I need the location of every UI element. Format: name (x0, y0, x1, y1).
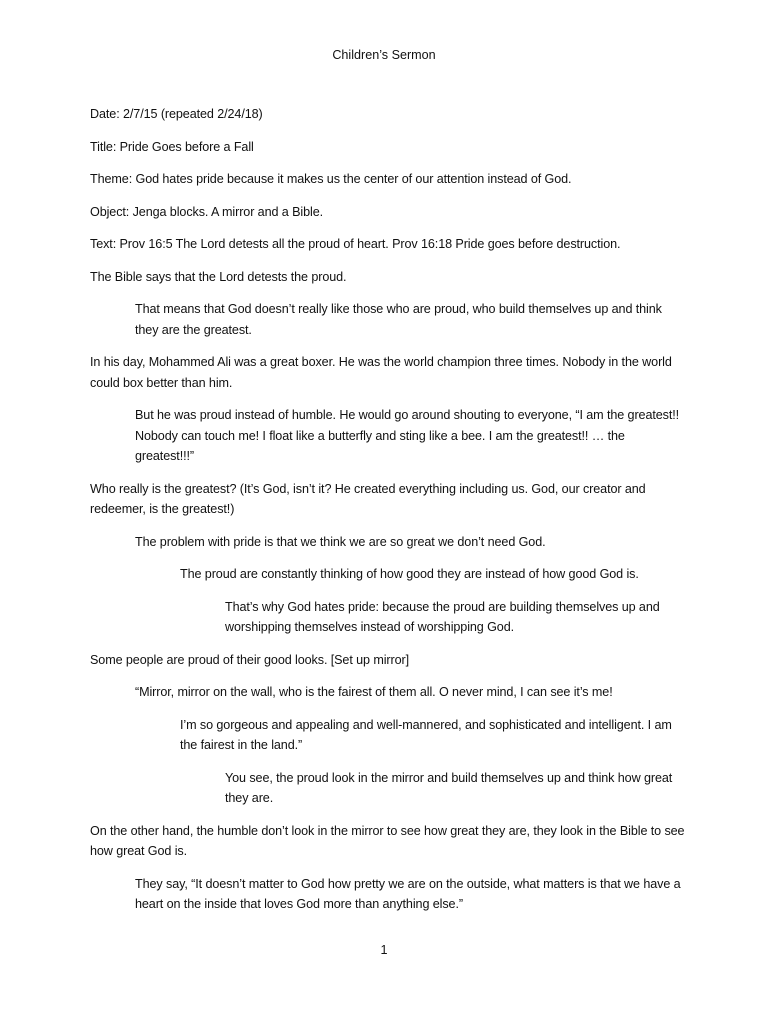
text-line: Text: Prov 16:5 The Lord detests all the proud of heart. Prov 16:18 Pride goes before destruction. (90, 237, 621, 251)
paragraph: The problem with pride is that we think we are so great we don’t need God. (135, 534, 546, 549)
paragraph: The Bible says that the Lord detests the proud. (90, 269, 347, 284)
paragraph: I’m so gorgeous and appealing and well-mannered, and sophisticated and intelligent. I am the fairest in the land.” (180, 717, 672, 752)
paragraph: You see, the proud look in the mirror and build themselves up and think how great they are. (225, 770, 673, 805)
paragraph: That means that God doesn’t really like those who are proud, who build themselves up and think they are the greatest. (135, 302, 662, 337)
document-body (90, 104, 686, 927)
document-title: Children’s Sermon (332, 48, 436, 62)
title-line: Title: Pride Goes before a Fall (90, 139, 254, 154)
paragraph: But he was proud instead of humble. He would go around shouting to everyone, “I am the greatest!! Nobody can touch me! I float like a butterfly and sting like a bee. I am the greatest!! … the greatest!!!” (135, 408, 680, 463)
paragraph: That’s why God hates pride: because the proud are building themselves up and worshipping themselves instead of worshipping God. (225, 599, 660, 634)
object-line: Object: Jenga blocks. A mirror and a Bible. (90, 204, 324, 219)
paragraph: “Mirror, mirror on the wall, who is the fairest of them all. O never mind, I can see it’s me! (135, 685, 613, 699)
page-number: 1 (380, 943, 388, 957)
date-line: Date: 2/7/15 (repeated 2/24/18) (90, 107, 263, 121)
paragraph: In his day, Mohammed Ali was a great boxer. He was the world champion three times. Nobody in the world could box better than him. (90, 355, 672, 390)
paragraph: Some people are proud of their good looks. [Set up mirror] (90, 652, 410, 667)
paragraph: On the other hand, the humble don’t look in the mirror to see how great they are, they look in the Bible to see how great God is. (90, 823, 685, 858)
paragraph: They say, “It doesn’t matter to God how pretty we are on the outside, what matters is that we have a heart on the inside that loves God more than anything else.” (135, 876, 681, 911)
paragraph: Who really is the greatest? (It’s God, isn’t it? He created everything including us. God, our creator and redeemer, is the greatest!) (90, 481, 646, 516)
theme-line: Theme: God hates pride because it makes us the center of our attention instead of God. (90, 172, 572, 186)
paragraph: The proud are constantly thinking of how good they are instead of how good God is. (180, 567, 639, 581)
